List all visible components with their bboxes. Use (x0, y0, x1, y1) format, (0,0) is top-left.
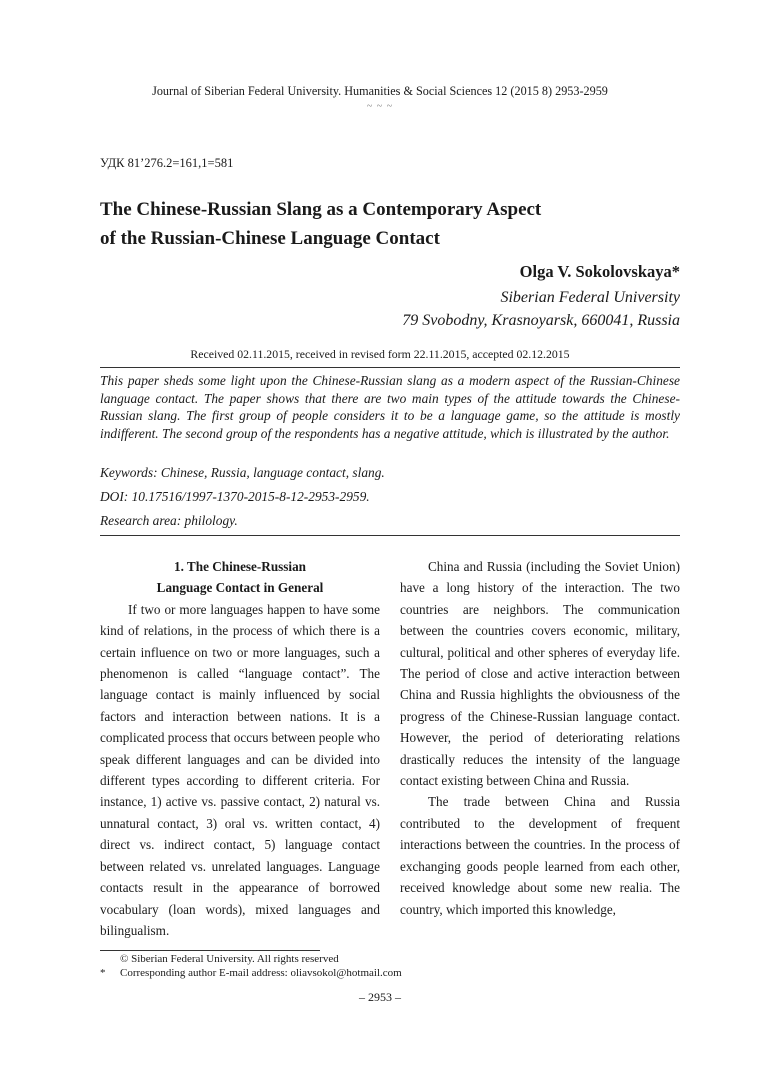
section-heading (100, 556, 380, 599)
journal-header: Journal of Siberian Federal University. Humanities & Social Sciences 12 (2015 8) 2953-2959 (152, 84, 608, 98)
footnote-corresponding (100, 967, 402, 979)
body-paragraph: China and Russia (including the Soviet Union) have a long history of the interaction. The two countries are neighbors. The communication between the countries covers economic, military, cultural, political and other spheres of everyday life. The period of close and active interaction between China and Russia highlights the obviousness of the progress of the Chinese-Russian language contact. However, the period of deteriorating relations drastically reduces the intensity of the language contact existing between China and Russia. (400, 559, 680, 789)
received-dates: Received 02.11.2015, received in revised form 22.11.2015, accepted 02.12.2015 (190, 347, 570, 361)
research-area: Research area: philology. (100, 513, 238, 528)
copyright-text: © Siberian Federal University. All rights reserved (120, 953, 339, 965)
divider-bottom (100, 535, 680, 536)
udk-code: УДК 81’276.2=161,1=581 (100, 156, 234, 170)
author-name: Olga V. Sokolovskaya* (519, 262, 680, 281)
abstract: This paper sheds some light upon the Chinese-Russian slang as a modern aspect of the Russian-Chinese language contact. The paper shows that there are two main types of the attitude towards the Chinese-Russian slang. The first group of people considers it to be a language game, so the attitude is mostly indifferent. The second group of the respondents has a negative attitude, which is illustrated by the author. (100, 373, 680, 441)
paper-title (100, 195, 660, 253)
doi: DOI: 10.17516/1997-1370-2015-8-12-2953-2959. (100, 489, 370, 504)
title-line-1: The Chinese-Russian Slang as a Contemporary Aspect (100, 199, 542, 220)
section-heading-line-1: 1. The Chinese-Russian (173, 559, 307, 574)
affiliation-institution: Siberian Federal University (500, 289, 680, 306)
body-paragraph: If two or more languages happen to have some kind of relations, in the process of which there is a certain influence on two or more languages, such a phenomenon is called “language contact”. The language contact is mainly influenced by social factors and interaction between nations. It is a complicated process that occurs between people who speak different languages and can be divided into different types according to different criteria. For instance, 1) active vs. passive contact, 2) natural vs. unnatural contact, 3) oral vs. written contact, 4) direct vs. indirect contact, 5) language contact between related vs. unrelated languages. Language contacts result in the appearance of borrowed vocabulary (loan words), mixed languages and bilingualism. (100, 601, 380, 938)
divider-top (100, 367, 680, 368)
keywords: Keywords: Chinese, Russia, language contact, slang. (100, 465, 385, 480)
right-column (400, 556, 680, 920)
page-number: – 2953 – (359, 990, 401, 1004)
title-line-2: of the Russian-Chinese Language Contact (100, 228, 440, 249)
author-affiliation (402, 286, 680, 332)
section-heading-line-2: Language Contact in General (156, 580, 324, 596)
header-separator: ~ ~ ~ (366, 101, 394, 112)
body-paragraph: The trade between China and Russia contributed to the development of frequent interactions between the countries. In the process of exchanging goods people learned from each other, received knowledge about some new realia. The country, which imported this knowledge, (400, 794, 680, 917)
footnote-divider (100, 950, 320, 951)
left-column (100, 556, 380, 941)
footnote-star: * (100, 967, 106, 979)
affiliation-address: 79 Svobodny, Krasnoyarsk, 660041, Russia (402, 312, 680, 329)
corresponding-text: Corresponding author E-mail address: oliavsokol@hotmail.com (120, 967, 402, 979)
footnote-copyright (100, 953, 339, 965)
